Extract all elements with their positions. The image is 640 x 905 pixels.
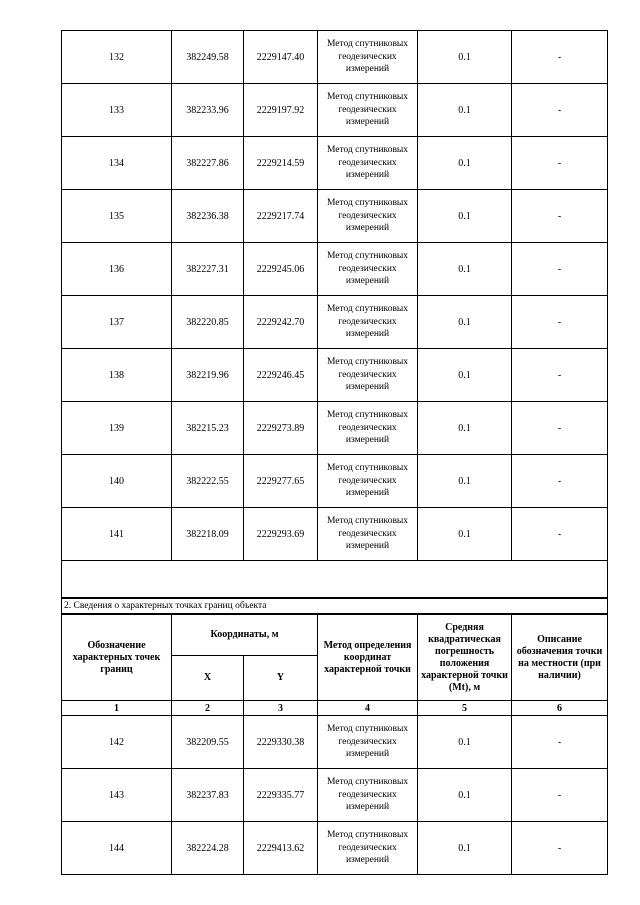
- accuracy-cell: 0.1: [418, 137, 512, 190]
- table-row: [62, 243, 608, 296]
- coord-y-cell: 2229147.40: [244, 31, 318, 84]
- table-row: [62, 296, 608, 349]
- accuracy-cell: 0.1: [418, 455, 512, 508]
- accuracy-cell: 0.1: [418, 31, 512, 84]
- header-method: Метод определения координат характерной точки: [318, 615, 418, 701]
- table-row: [62, 822, 608, 875]
- description-cell: -: [512, 296, 608, 349]
- table-row: [62, 137, 608, 190]
- point-id-cell: 141: [62, 508, 172, 561]
- point-id-cell: 142: [62, 716, 172, 769]
- point-id-cell: 132: [62, 31, 172, 84]
- description-cell: -: [512, 84, 608, 137]
- description-cell: -: [512, 402, 608, 455]
- coord-y-cell: 2229217.74: [244, 190, 318, 243]
- coord-x-cell: 382227.31: [172, 243, 244, 296]
- points-table-bottom: [61, 614, 608, 875]
- accuracy-cell: 0.1: [418, 402, 512, 455]
- point-id-cell: 143: [62, 769, 172, 822]
- table-row: [62, 769, 608, 822]
- accuracy-cell: 0.1: [418, 349, 512, 402]
- coord-x-cell: 382249.58: [172, 31, 244, 84]
- coord-x-cell: 382236.38: [172, 190, 244, 243]
- coord-y-cell: 2229335.77: [244, 769, 318, 822]
- table-row: [62, 508, 608, 561]
- point-id-cell: 139: [62, 402, 172, 455]
- table-row: [62, 190, 608, 243]
- blank-cell: [62, 561, 608, 599]
- column-number: 3: [244, 701, 318, 716]
- description-cell: -: [512, 822, 608, 875]
- method-cell: Метод спутниковых геодезических измерений: [318, 349, 418, 402]
- method-cell: Метод спутниковых геодезических измерений: [318, 508, 418, 561]
- description-cell: -: [512, 508, 608, 561]
- description-cell: -: [512, 137, 608, 190]
- coord-x-cell: 382209.55: [172, 716, 244, 769]
- method-cell: Метод спутниковых геодезических измерений: [318, 84, 418, 137]
- accuracy-cell: 0.1: [418, 769, 512, 822]
- point-id-cell: 135: [62, 190, 172, 243]
- description-cell: -: [512, 769, 608, 822]
- description-cell: -: [512, 31, 608, 84]
- document-sheet: [61, 30, 607, 875]
- coord-y-cell: 2229242.70: [244, 296, 318, 349]
- accuracy-cell: 0.1: [418, 190, 512, 243]
- accuracy-cell: 0.1: [418, 716, 512, 769]
- method-cell: Метод спутниковых геодезических измерений: [318, 716, 418, 769]
- table-row: [62, 349, 608, 402]
- accuracy-cell: 0.1: [418, 508, 512, 561]
- coord-y-cell: 2229245.06: [244, 243, 318, 296]
- point-id-cell: 140: [62, 455, 172, 508]
- coord-x-cell: 382219.96: [172, 349, 244, 402]
- coord-y-cell: 2229293.69: [244, 508, 318, 561]
- point-id-cell: 138: [62, 349, 172, 402]
- header-designation: Обозначение характерных точек границ: [62, 615, 172, 701]
- method-cell: Метод спутниковых геодезических измерений: [318, 31, 418, 84]
- column-number: 1: [62, 701, 172, 716]
- description-cell: -: [512, 716, 608, 769]
- coord-y-cell: 2229214.59: [244, 137, 318, 190]
- coord-x-cell: 382237.83: [172, 769, 244, 822]
- header-x: X: [172, 656, 244, 701]
- method-cell: Метод спутниковых геодезических измерений: [318, 296, 418, 349]
- point-id-cell: 133: [62, 84, 172, 137]
- description-cell: -: [512, 190, 608, 243]
- coord-x-cell: 382220.85: [172, 296, 244, 349]
- accuracy-cell: 0.1: [418, 84, 512, 137]
- coord-y-cell: 2229413.62: [244, 822, 318, 875]
- method-cell: Метод спутниковых геодезических измерений: [318, 243, 418, 296]
- points-table-bottom-body: [62, 716, 608, 875]
- points-table-top-body: [62, 31, 608, 561]
- coord-x-cell: 382233.96: [172, 84, 244, 137]
- coord-x-cell: 382218.09: [172, 508, 244, 561]
- section-title-row: [62, 598, 608, 614]
- points-table-top: [61, 30, 608, 614]
- method-cell: Метод спутниковых геодезических измерений: [318, 822, 418, 875]
- coord-y-cell: 2229277.65: [244, 455, 318, 508]
- coord-x-cell: 382215.23: [172, 402, 244, 455]
- header-y: Y: [244, 656, 318, 701]
- header-row-1: [62, 615, 608, 656]
- coord-y-cell: 2229197.92: [244, 84, 318, 137]
- accuracy-cell: 0.1: [418, 243, 512, 296]
- section-title: 2. Сведения о характерных точках границ объекта: [62, 598, 608, 614]
- description-cell: -: [512, 349, 608, 402]
- method-cell: Метод спутниковых геодезических измерений: [318, 190, 418, 243]
- coord-y-cell: 2229330.38: [244, 716, 318, 769]
- column-number: 4: [318, 701, 418, 716]
- point-id-cell: 134: [62, 137, 172, 190]
- table-row: [62, 31, 608, 84]
- table-row: [62, 402, 608, 455]
- method-cell: Метод спутниковых геодезических измерений: [318, 137, 418, 190]
- coord-y-cell: 2229273.89: [244, 402, 318, 455]
- description-cell: -: [512, 455, 608, 508]
- table-row: [62, 716, 608, 769]
- header-description: Описание обозначения точки на местности (при наличии): [512, 615, 608, 701]
- column-number: 2: [172, 701, 244, 716]
- header-coordinates: Координаты, м: [172, 615, 318, 656]
- coord-x-cell: 382222.55: [172, 455, 244, 508]
- point-id-cell: 136: [62, 243, 172, 296]
- column-number-row: [62, 701, 608, 716]
- header-accuracy: Средняя квадратическая погрешность положения характерной точки (Mt), м: [418, 615, 512, 701]
- coord-y-cell: 2229246.45: [244, 349, 318, 402]
- description-cell: -: [512, 243, 608, 296]
- accuracy-cell: 0.1: [418, 296, 512, 349]
- coord-x-cell: 382227.86: [172, 137, 244, 190]
- column-number: 5: [418, 701, 512, 716]
- method-cell: Метод спутниковых геодезических измерений: [318, 402, 418, 455]
- point-id-cell: 144: [62, 822, 172, 875]
- point-id-cell: 137: [62, 296, 172, 349]
- blank-separator-row: [62, 561, 608, 599]
- method-cell: Метод спутниковых геодезических измерений: [318, 769, 418, 822]
- method-cell: Метод спутниковых геодезических измерений: [318, 455, 418, 508]
- table-row: [62, 84, 608, 137]
- column-number: 6: [512, 701, 608, 716]
- table-row: [62, 455, 608, 508]
- accuracy-cell: 0.1: [418, 822, 512, 875]
- coord-x-cell: 382224.28: [172, 822, 244, 875]
